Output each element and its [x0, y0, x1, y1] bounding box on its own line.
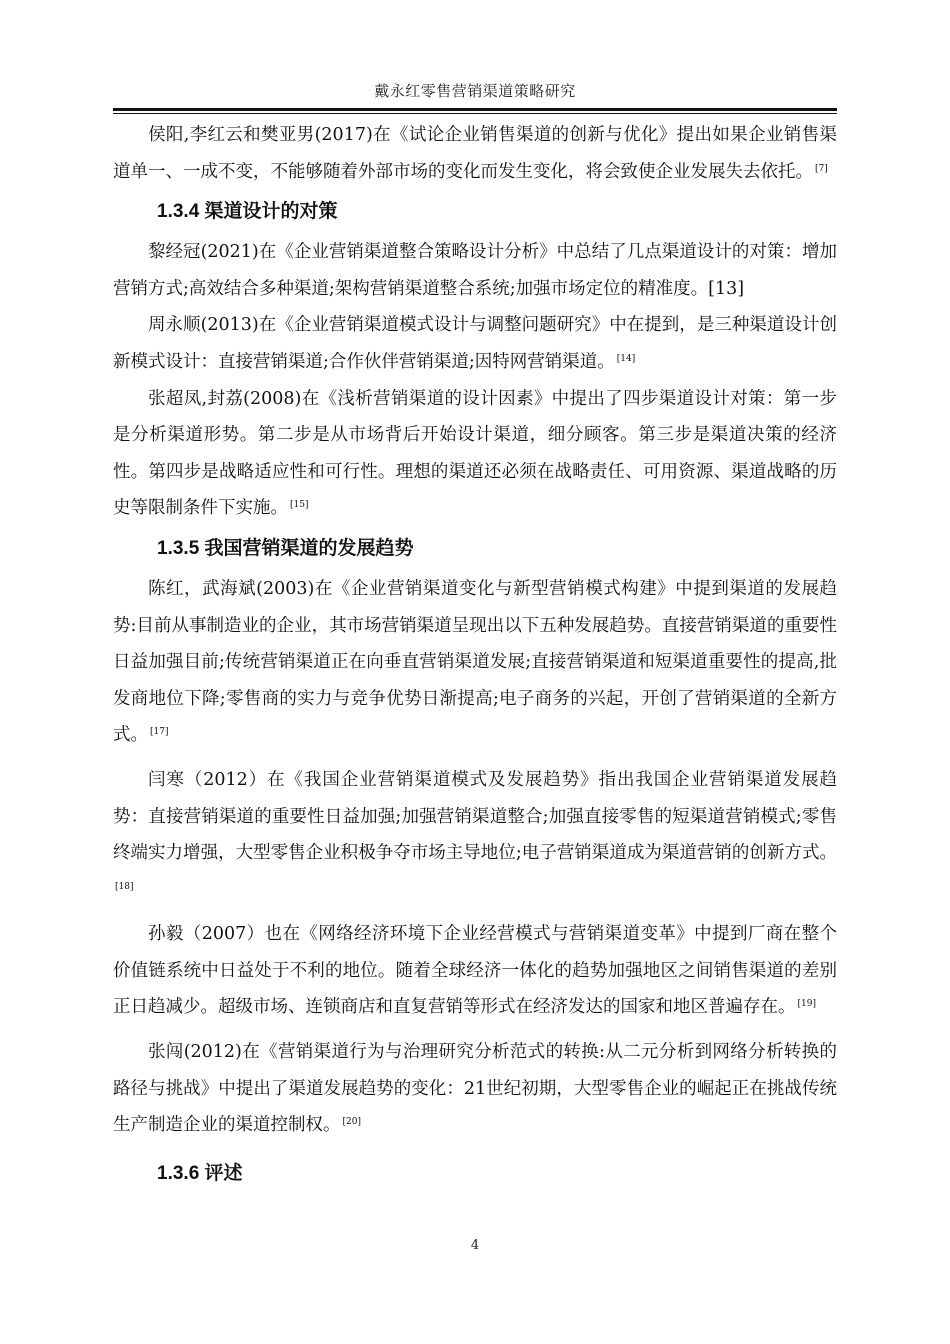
- paragraph-text: 黎经冠(2021)在《企业营销渠道整合策略设计分析》中总结了几点渠道设计的对策：增加营销方式;高效结合多种渠道;架构营销渠道整合系统;加强市场定位的精准度。[13]: [113, 242, 837, 299]
- paragraph-zhou-yongshun: [113, 307, 837, 380]
- header-rule-thick: [113, 108, 837, 111]
- section-heading-1-3-6: 1.3.6 评述: [157, 1162, 243, 1184]
- paragraph-text: 侯阳,李红云和樊亚男(2017)在《试论企业销售渠道的创新与优化》提出如果企业销售渠道单一、一成不变，不能够随着外部市场的变化而发生变化，将会致使企业发展失去依托。: [113, 125, 837, 182]
- section-heading-1-3-5: 1.3.5 我国营销渠道的发展趋势: [157, 537, 414, 559]
- citation-marker: [17]: [150, 727, 169, 738]
- page-body: [113, 117, 837, 1196]
- header-rule-thin: [113, 113, 837, 114]
- paragraph-text: 孙毅（2007）也在《网络经济环境下企业经营模式与营销渠道变革》中提到厂商在整个价值链系统中日益处于不利的地位。随着全球经济一体化的趋势加强地区之间销售渠道的差别正日趋减少。超级市场、连锁商店和直复营销等形式在经济发达的国家和地区普遍存在。: [113, 924, 837, 1018]
- paragraph-text: 张闯(2012)在《营销渠道行为与治理研究分析范式的转换:从二元分析到网络分析转换的路径与挑战》中提出了渠道发展趋势的变化：21世纪初期，大型零售企业的崛起正在挑战传统生产制造企业的渠道控制权。: [113, 1042, 837, 1136]
- paragraph-zhang-chaofeng: [113, 381, 837, 527]
- running-header: 戴永红零售营销渠道策略研究: [374, 82, 576, 100]
- citation-marker: [7]: [815, 163, 828, 174]
- paragraph-yan-han: [113, 762, 837, 908]
- paragraph-sun-yi: [113, 916, 837, 1026]
- citation-marker: [15]: [290, 500, 309, 511]
- paragraph-gap: [113, 1026, 837, 1034]
- section-heading-1-3-4: 1.3.4 渠道设计的对策: [157, 201, 338, 223]
- paragraph-gap: [113, 754, 837, 762]
- citation-marker: [20]: [342, 1117, 361, 1128]
- paragraph-chen-hong: [113, 571, 837, 754]
- paragraph-text: 闫寒（2012）在《我国企业营销渠道模式及发展趋势》指出我国企业营销渠道发展趋势：直接营销渠道的重要性日益加强;加强营销渠道整合;加强直接零售的短渠道营销模式;零售终端实力增强，大型零售企业积极争夺市场主导地位;电子营销渠道成为渠道营销的创新方式。: [113, 769, 837, 864]
- paragraph-text: 陈红，武海斌(2003)在《企业营销渠道变化与新型营销模式构建》中提到渠道的发展趋势:目前从事制造业的企业，其市场营销渠道呈现出以下五种发展趋势。直接营销渠道的重要性日益加强目前;传统营销渠道正在向垂直营销渠道发展;直接营销渠道和短渠道重要性的提高,批发商地位下降;零售商的实力与竞争优势日渐提高;电子商务的兴起，开创了营销渠道的全新方式。: [113, 578, 837, 746]
- paragraph-hou-yang: [113, 117, 837, 190]
- paragraph-text: 张超凤,封荔(2008)在《浅析营销渠道的设计因素》中提出了四步渠道设计对策：第一步是分析渠道形势。第二步是从市场背后开始设计渠道，细分顾客。第三步是渠道决策的经济性。第四步是战略适应性和可行性。理想的渠道还必须在战略责任、可用资源、渠道战略的历史等限制条件下实施。: [113, 388, 837, 519]
- citation-marker: [19]: [797, 999, 816, 1010]
- paragraph-gap: [113, 908, 837, 916]
- citation-marker: [18]: [115, 881, 134, 892]
- citation-marker: [14]: [616, 353, 636, 364]
- paragraph-li-jingguan: [113, 234, 837, 307]
- page-number: 4: [470, 1238, 480, 1253]
- paragraph-gap: [113, 1144, 837, 1152]
- paragraph-text: 周永顺(2013)在《企业营销渠道模式设计与调整问题研究》中在提到，是三种渠道设计创新模式设计：直接营销渠道;合作伙伴营销渠道;因特网营销渠道。: [113, 315, 837, 372]
- paragraph-zhang-chuang: [113, 1034, 837, 1144]
